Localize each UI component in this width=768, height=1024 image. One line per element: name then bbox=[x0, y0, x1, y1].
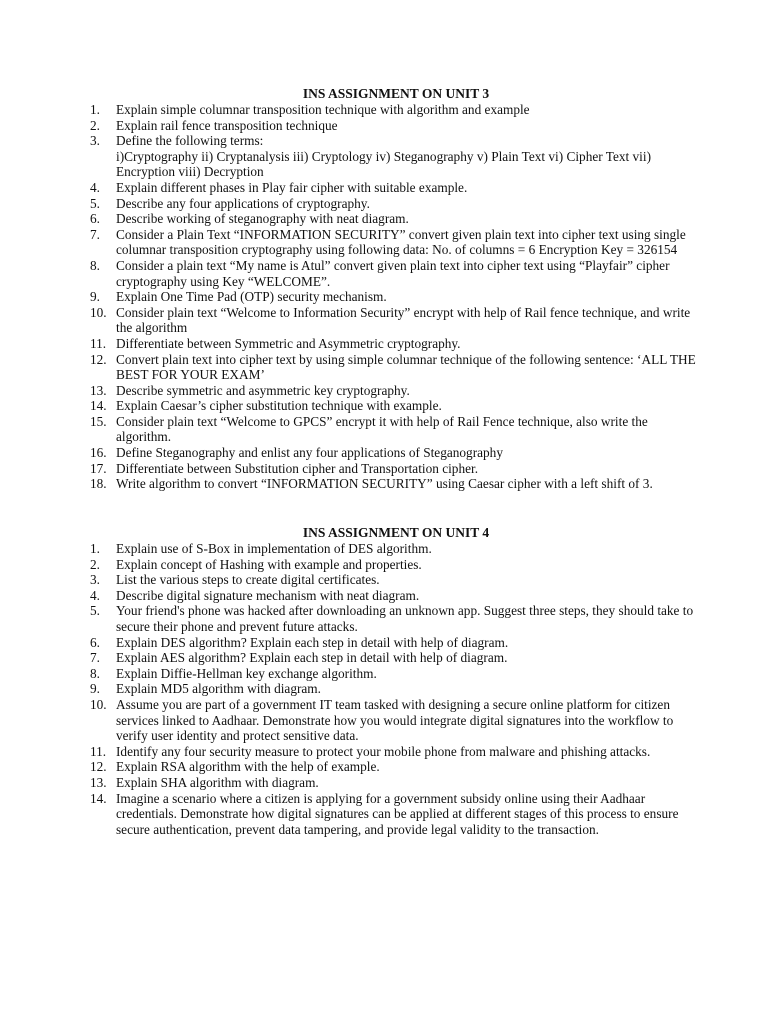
question-text: Explain DES algorithm? Explain each step in detail with help of diagram. bbox=[116, 634, 509, 650]
question-text: Assume you are part of a government IT team tasked with designing a secure online platform for citizen services linked to Aadhaar. Demonstrate how you would integrate digital signatures into the workflow to verify user identity and protect sensitive data. bbox=[116, 696, 674, 744]
question-item bbox=[90, 461, 702, 477]
question-number: 15. bbox=[90, 413, 107, 429]
question-text: Consider a plain text “My name is Atul” convert given plain text into cipher text using “Playfair” cipher cryptography using Key “WELCOME”. bbox=[116, 257, 670, 289]
question-number: 8. bbox=[90, 257, 100, 273]
question-text: Convert plain text into cipher text by using simple columnar technique of the following sentence: ‘ALL THE BEST FOR YOUR EXAM’ bbox=[116, 351, 696, 383]
question-item bbox=[90, 635, 702, 651]
unit3-section bbox=[90, 86, 702, 492]
question-number: 6. bbox=[90, 211, 100, 227]
question-item bbox=[90, 541, 702, 557]
question-text: Describe any four applications of cryptography. bbox=[116, 195, 370, 211]
question-text: Explain simple columnar transposition technique with algorithm and example bbox=[116, 102, 530, 117]
question-number: 13. bbox=[90, 774, 107, 790]
question-text: List the various steps to create digital certificates. bbox=[116, 572, 380, 588]
question-text: Explain Caesar’s cipher substitution technique with example. bbox=[116, 398, 442, 414]
question-text: Explain RSA algorithm with the help of example. bbox=[116, 759, 380, 775]
question-number: 14. bbox=[90, 790, 107, 806]
question-number: 14. bbox=[90, 398, 107, 414]
question-text: Describe digital signature mechanism with neat diagram. bbox=[116, 587, 420, 603]
question-number: 3. bbox=[90, 572, 100, 588]
question-number: 1. bbox=[90, 541, 100, 556]
question-number: 18. bbox=[90, 476, 107, 492]
question-number: 9. bbox=[90, 681, 100, 697]
question-item bbox=[90, 133, 702, 180]
question-text: Consider a Plain Text “INFORMATION SECURITY” convert given plain text into cipher text using single columnar transposition cryptography using following data: No. of columns = 6 Encryption Key = 326154 bbox=[116, 226, 686, 258]
question-text: Explain different phases in Play fair cipher with suitable example. bbox=[116, 179, 468, 195]
question-text: Explain rail fence transposition technique bbox=[116, 117, 338, 133]
question-number: 10. bbox=[90, 696, 107, 712]
question-item bbox=[90, 476, 702, 492]
question-text: Define Steganography and enlist any four applications of Steganography bbox=[116, 445, 503, 461]
question-text: Explain MD5 algorithm with diagram. bbox=[116, 681, 321, 697]
question-text: Differentiate between Symmetric and Asymmetric cryptography. bbox=[116, 335, 461, 351]
question-item bbox=[90, 305, 702, 336]
question-text: Describe symmetric and asymmetric key cryptography. bbox=[116, 382, 410, 398]
question-number: 12. bbox=[90, 351, 107, 367]
question-item bbox=[90, 445, 702, 461]
question-item bbox=[90, 557, 702, 573]
question-text: Explain SHA algorithm with diagram. bbox=[116, 774, 319, 790]
question-number: 16. bbox=[90, 445, 107, 461]
question-item bbox=[90, 759, 702, 775]
question-item bbox=[90, 383, 702, 399]
question-item bbox=[90, 775, 702, 791]
question-text: Imagine a scenario where a citizen is applying for a government subsidy online using their Aadhaar credentials. Demonstrate how digital signatures can be applied at different stages of this process to ensure secure authentication, prevent data tampering, and provide legal validity to the transaction. bbox=[116, 790, 679, 837]
question-text: Write algorithm to convert “INFORMATION SECURITY” using Caesar cipher with a left shift of 3. bbox=[116, 476, 653, 492]
question-number: 2. bbox=[90, 117, 100, 133]
question-number: 7. bbox=[90, 650, 100, 666]
question-item bbox=[90, 352, 702, 383]
question-item bbox=[90, 572, 702, 588]
question-item bbox=[90, 414, 702, 445]
question-text: Consider plain text “Welcome to Information Security” encrypt with help of Rail fence technique, and write the algorithm bbox=[116, 304, 691, 336]
question-text: Explain use of S-Box in implementation of DES algorithm. bbox=[116, 541, 432, 556]
unit3-heading: INS ASSIGNMENT ON UNIT 3 bbox=[302, 86, 490, 101]
question-text: Identify any four security measure to protect your mobile phone from malware and phishing attacks. bbox=[116, 743, 651, 759]
question-number: 8. bbox=[90, 665, 100, 681]
question-number: 1. bbox=[90, 102, 100, 117]
question-number: 7. bbox=[90, 226, 100, 242]
question-number: 10. bbox=[90, 304, 107, 320]
question-number: 5. bbox=[90, 195, 100, 211]
question-text: Describe working of steganography with neat diagram. bbox=[116, 211, 409, 227]
unit4-section bbox=[90, 525, 702, 837]
question-number: 2. bbox=[90, 556, 100, 572]
question-number: 3. bbox=[90, 133, 100, 149]
question-item bbox=[90, 398, 702, 414]
question-item bbox=[90, 196, 702, 212]
question-item bbox=[90, 744, 702, 760]
question-item bbox=[90, 791, 702, 838]
question-item bbox=[90, 227, 702, 258]
question-number: 17. bbox=[90, 460, 107, 476]
question-number: 6. bbox=[90, 634, 100, 650]
question-text: Explain Diffie-Hellman key exchange algorithm. bbox=[116, 665, 377, 681]
unit4-heading: INS ASSIGNMENT ON UNIT 4 bbox=[302, 525, 490, 540]
question-item bbox=[90, 118, 702, 134]
question-text: Explain concept of Hashing with example and properties. bbox=[116, 556, 422, 572]
question-item bbox=[90, 289, 702, 305]
question-number: 12. bbox=[90, 759, 107, 775]
question-text: Explain AES algorithm? Explain each step in detail with help of diagram. bbox=[116, 650, 508, 666]
question-item bbox=[90, 650, 702, 666]
question-item bbox=[90, 681, 702, 697]
question-number: 4. bbox=[90, 179, 100, 195]
question-item bbox=[90, 603, 702, 634]
question-item bbox=[90, 211, 702, 227]
question-number: 5. bbox=[90, 603, 100, 619]
question-number: 11. bbox=[90, 743, 107, 759]
question-text: Differentiate between Substitution cipher and Transportation cipher. bbox=[116, 460, 479, 476]
question-number: 13. bbox=[90, 382, 107, 398]
question-item bbox=[90, 258, 702, 289]
question-item bbox=[90, 102, 702, 118]
question-text: Define the following terms: i)Cryptography ii) Cryptanalysis iii) Cryptology iv) Steganography v) Plain Text vi) Cipher Text vii) Encryption viii) Decryption bbox=[116, 133, 651, 180]
question-item bbox=[90, 697, 702, 744]
question-text: Consider plain text “Welcome to GPCS” encrypt it with help of Rail Fence technique, also write the algorithm. bbox=[116, 413, 648, 445]
unit4-question-list bbox=[90, 541, 702, 837]
question-number: 9. bbox=[90, 289, 100, 305]
question-number: 11. bbox=[90, 335, 107, 351]
question-item bbox=[90, 180, 702, 196]
question-item bbox=[90, 666, 702, 682]
question-text: Your friend's phone was hacked after downloading an unknown app. Suggest three steps, they should take to secure their phone and prevent future attacks. bbox=[116, 603, 694, 634]
unit3-question-list bbox=[90, 102, 702, 492]
question-number: 4. bbox=[90, 587, 100, 603]
question-item bbox=[90, 336, 702, 352]
question-item bbox=[90, 588, 702, 604]
question-text: Explain One Time Pad (OTP) security mechanism. bbox=[116, 289, 387, 305]
